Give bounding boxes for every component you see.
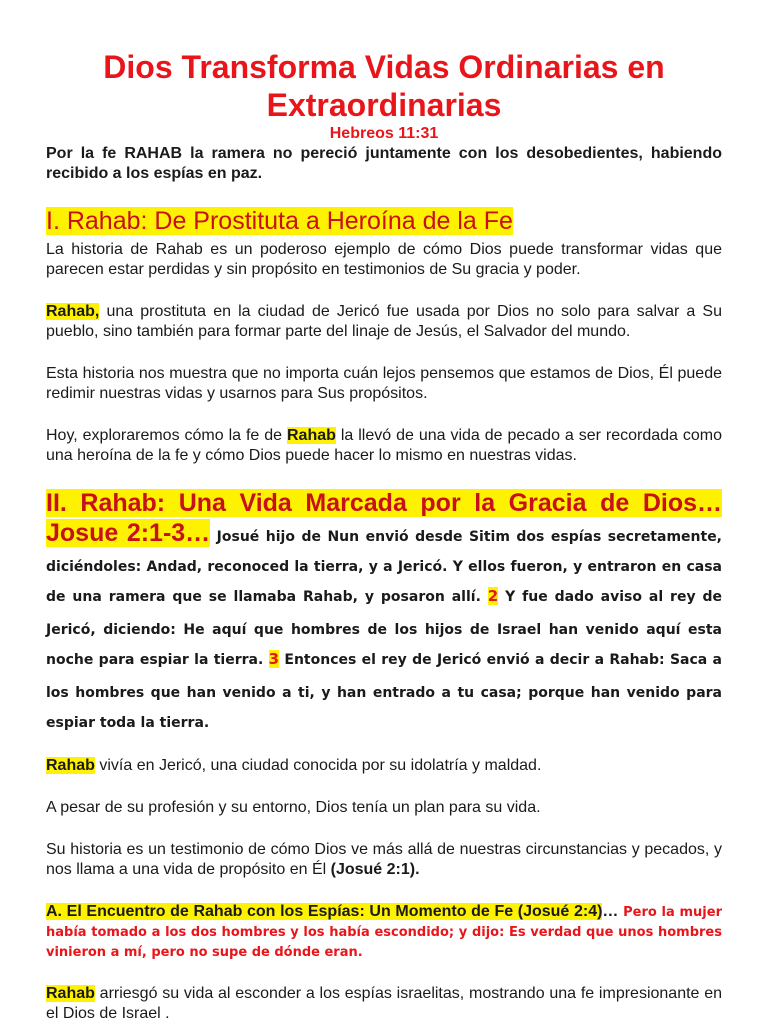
verse-text: Pero la mujer había tomado a los dos hombres y los había escondido; y dijo: Es verdad que unos hombres vinieron a mí, pero no supe de dónde eran.	[46, 905, 722, 960]
section-1-paragraph-1: La historia de Rahab es un poderoso ejemplo de cómo Dios puede transformar vidas que parecen estar perdidas y sin propósito en testimonios de Su gracia y poder.	[46, 241, 722, 278]
rahab-highlight: Rahab	[46, 757, 95, 774]
paragraph-text: la llevó de una vida de pecado a ser recordada como una heroína de la fe y cómo Dios puede hacer lo mismo en nuestras vidas.	[46, 427, 723, 464]
subsection-a-block	[46, 902, 722, 962]
section-1-heading: I. Rahab: De Prostituta a Heroína de la Fe	[46, 207, 513, 235]
page-title: Dios Transforma Vidas Ordinarias en Extraordinarias	[103, 49, 665, 123]
subsection-a-paragraph-1	[46, 984, 722, 1024]
subsection-a-heading: A. El Encuentro de Rahab con los Espías: Un Momento de Fe (Josué 2:4)	[46, 903, 603, 920]
ellipsis: …	[602, 903, 619, 920]
scripture-citation: (Josué 2:1).	[330, 861, 420, 878]
intro-verse: Por la fe RAHAB la ramera no pereció juntamente con los desobedientes, habiendo recibido a los espías en paz.	[46, 145, 722, 182]
section-1-paragraph-2	[46, 302, 722, 342]
rahab-highlight: Rahab	[287, 427, 336, 444]
verse-text: Y fue dado aviso al rey de Jericó, diciendo: He aquí que hombres de los hijos de Israel han venido aquí esta noche para espiar la tierra.	[46, 589, 722, 668]
verse-number: 3	[268, 650, 280, 668]
paragraph-text: vivía en Jericó, una ciudad conocida por su idolatría y maldad.	[94, 757, 542, 774]
paragraph-text: arriesgó su vida al esconder a los espías israelitas, mostrando una fe impresionante en el Dios de Israel .	[46, 985, 722, 1022]
section-2-paragraph-3	[46, 840, 722, 880]
verse-number: 2	[487, 587, 499, 605]
paragraph-text: Su historia es un testimonio de cómo Dios ve más allá de nuestras circunstancias y pecados, y nos llama a una vida de propósito en Él	[46, 841, 722, 878]
section-2-paragraph-1	[46, 756, 722, 776]
section-1-paragraph-4	[46, 426, 722, 466]
section-2-heading: II. Rahab: Una Vida Marcada por la Gracia de Dios… Josue 2:1-3…	[46, 489, 722, 547]
scripture-reference: Hebreos 11:31	[329, 125, 439, 142]
rahab-highlight: Rahab,	[46, 303, 100, 320]
verse-text: Josué hijo de Nun envió desde Sitim dos espías secretamente, diciéndoles: Andad, reconoced la tierra, y a Jericó. Y ellos fueron, y entraron en casa de una ramera que se llamaba Rahab, y posaron allí.	[46, 529, 723, 605]
section-2-block	[46, 488, 722, 734]
rahab-highlight: Rahab	[46, 985, 95, 1002]
verse-text: Entonces el rey de Jericó envió a decir a Rahab: Saca a los hombres que han venido a ti, y han entrado a tu casa; porque han venido para espiar toda la tierra.	[46, 652, 722, 731]
paragraph-text: Hoy, exploraremos cómo la fe de	[46, 427, 287, 444]
section-1-paragraph-3: Esta historia nos muestra que no importa cuán lejos pensemos que estamos de Dios, Él puede redimir nuestras vidas y usarnos para Sus propósitos.	[46, 365, 722, 402]
paragraph-text: una prostituta en la ciudad de Jericó fue usada por Dios no solo para salvar a Su pueblo, sino también para formar parte del linaje de Jesús, el Salvador del mundo.	[46, 303, 722, 340]
section-2-paragraph-2: A pesar de su profesión y su entorno, Dios tenía un plan para su vida.	[46, 799, 541, 816]
section-1-heading-wrap	[46, 206, 722, 240]
